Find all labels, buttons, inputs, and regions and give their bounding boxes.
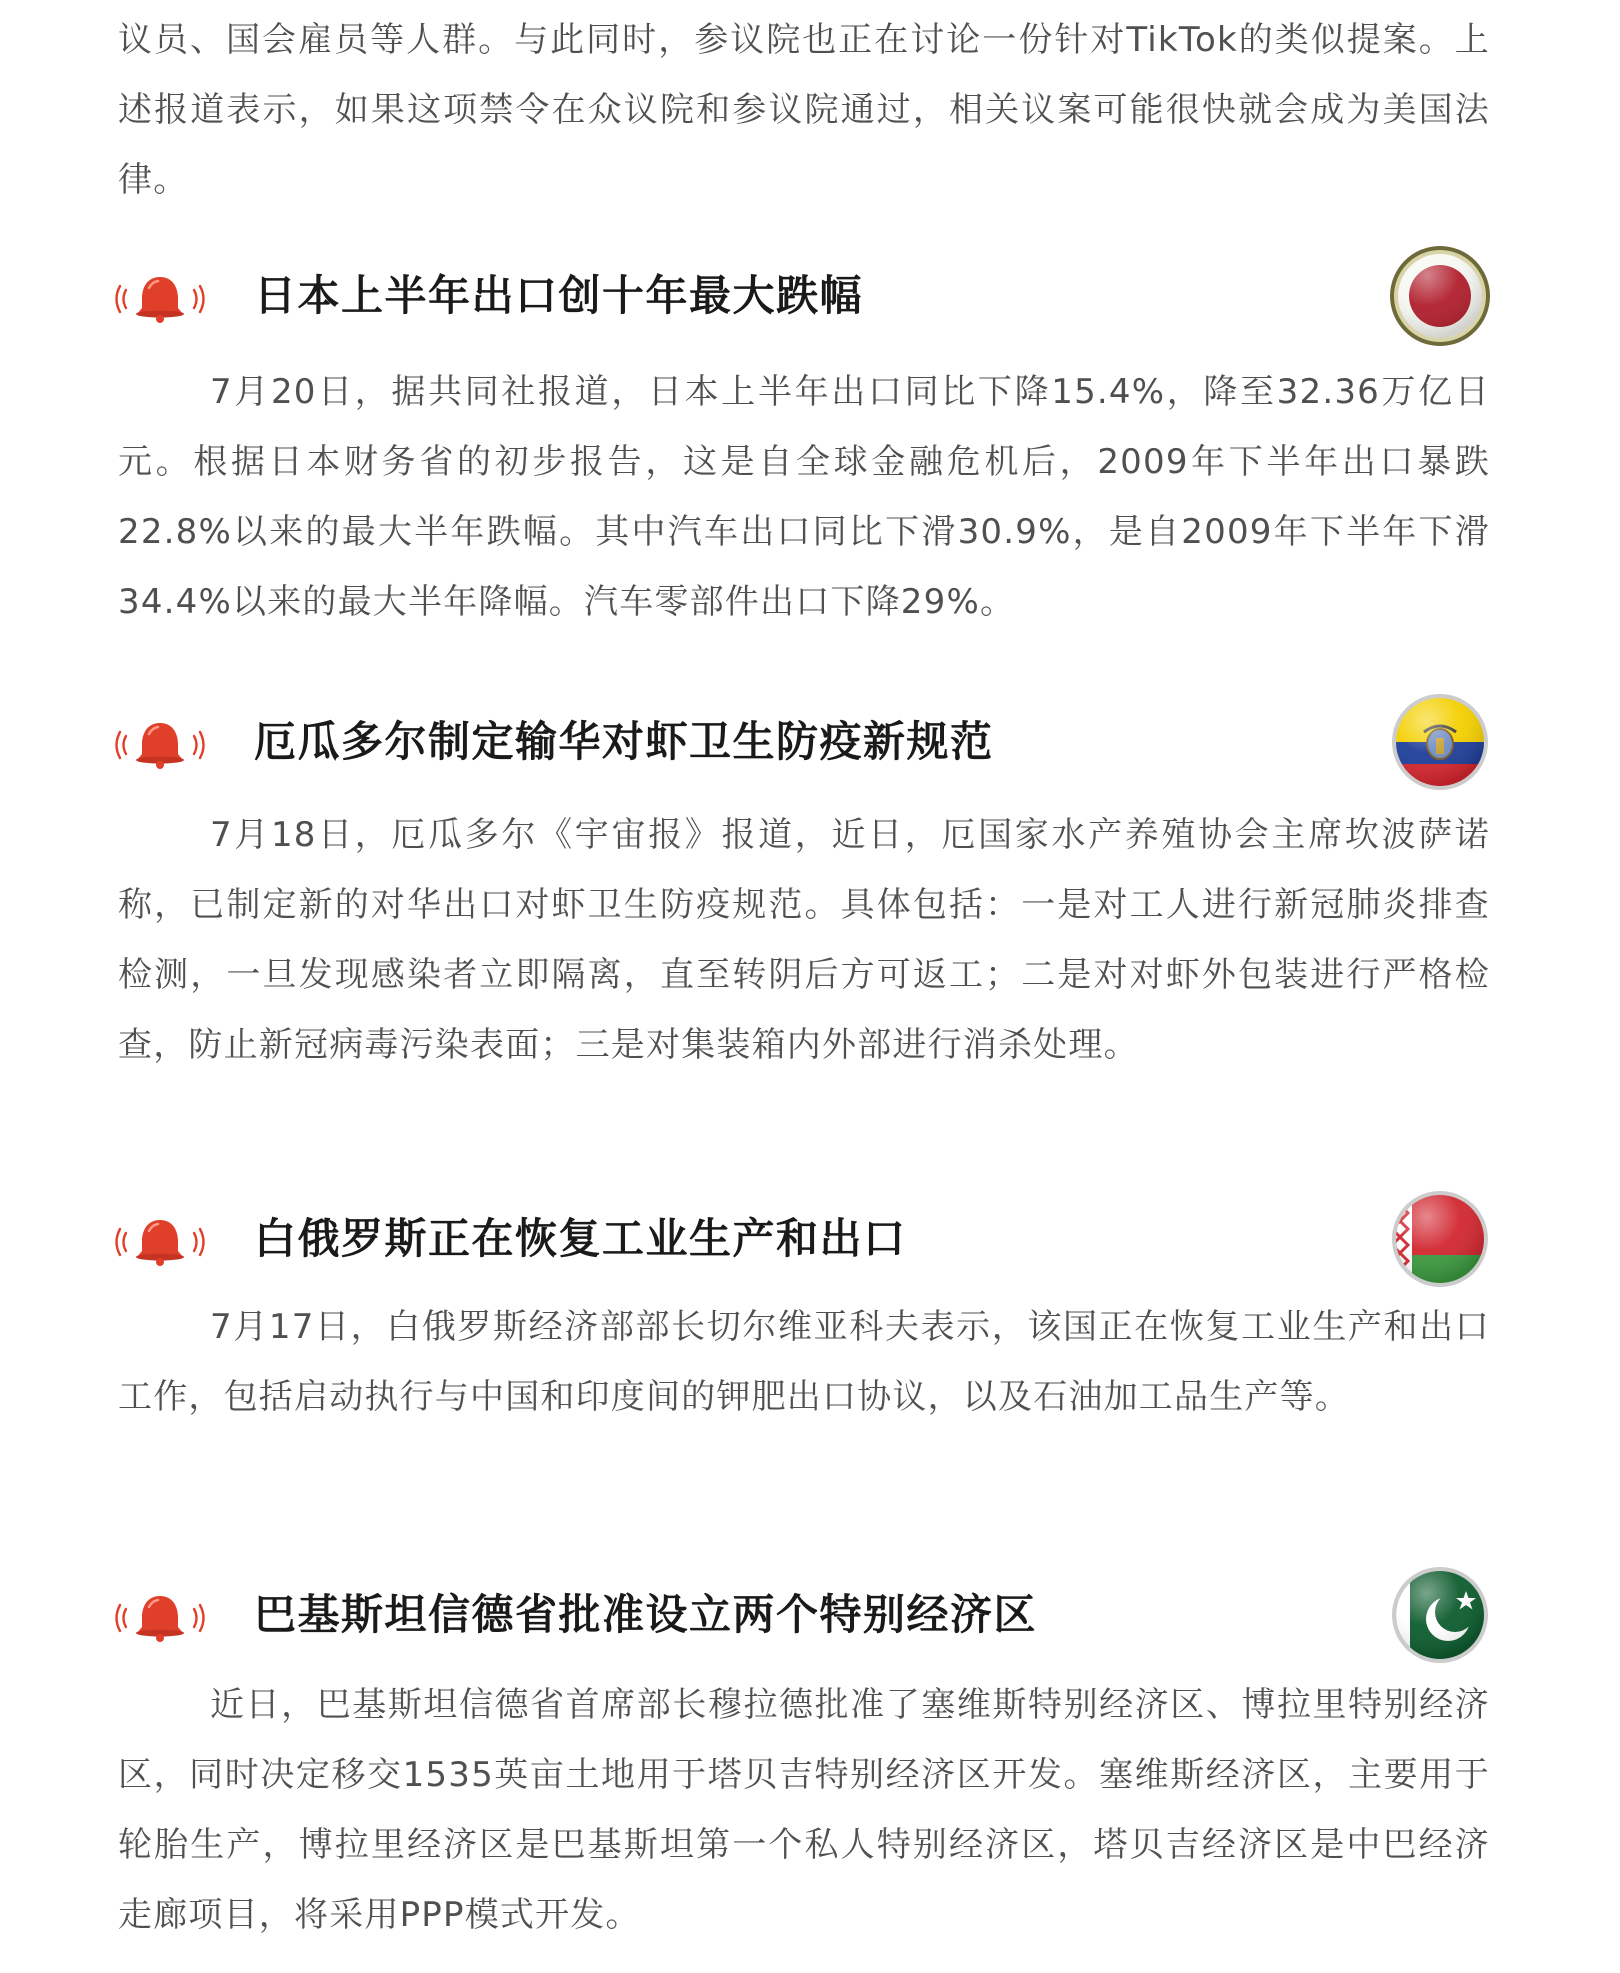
bell-icon bbox=[112, 274, 208, 324]
pakistan-flag-icon bbox=[1388, 1563, 1492, 1667]
article-title: 白俄罗斯正在恢复工业生产和出口 bbox=[254, 1214, 907, 1263]
article-heading-ecuador bbox=[112, 690, 1492, 794]
article-title: 厄瓜多尔制定输华对虾卫生防疫新规范 bbox=[254, 717, 994, 766]
article-body-ecuador: 7月18日，厄瓜多尔《宇宙报》报道，近日，厄国家水产养殖协会主席坎波萨诺称，已制定新的对华出口对虾卫生防疫规范。具体包括：一是对工人进行新冠肺炎排查检测，一旦发现感染者立即隔离，直至转阴后方可返工；二是对对虾外包装进行严格检查，防止新冠病毒污染表面；三是对集装箱内外部进行消杀处理。 bbox=[118, 815, 1490, 1065]
bell-icon bbox=[112, 720, 208, 770]
article-body-japan: 7月20日，据共同社报道，日本上半年出口同比下降15.4%，降至32.36万亿日元。根据日本财务省的初步报告，这是自全球金融危机后，2009年下半年出口暴跌22.8%以来的最大半年跌幅。其中汽车出口同比下滑30.9%，是自2009年下半年下滑34.4%以来的最大半年降幅。汽车零部件出口下降29%。 bbox=[118, 372, 1490, 622]
article-title: 日本上半年出口创十年最大跌幅 bbox=[254, 271, 864, 320]
bell-icon bbox=[112, 1217, 208, 1267]
article-heading-japan bbox=[112, 244, 1492, 348]
article-title: 巴基斯坦信德省批准设立两个特别经济区 bbox=[254, 1590, 1038, 1639]
article-body-pakistan: 近日，巴基斯坦信德省首席部长穆拉德批准了塞维斯特别经济区、博拉里特别经济区，同时决定移交1535英亩土地用于塔贝吉特别经济区开发。塞维斯经济区，主要用于轮胎生产，博拉里经济区是巴基斯坦第一个私人特别经济区，塔贝吉经济区是中巴经济走廊项目，将采用PPP模式开发。 bbox=[118, 1685, 1490, 1935]
article-heading-belarus bbox=[112, 1187, 1492, 1291]
japan-flag-icon bbox=[1388, 244, 1492, 348]
article-body-belarus: 7月17日，白俄罗斯经济部部长切尔维亚科夫表示，该国正在恢复工业生产和出口工作，包括启动执行与中国和印度间的钾肥出口协议，以及石油加工品生产等。 bbox=[118, 1307, 1490, 1417]
ecuador-flag-icon bbox=[1388, 690, 1492, 794]
belarus-flag-icon bbox=[1388, 1187, 1492, 1291]
bell-icon bbox=[112, 1593, 208, 1643]
intro-paragraph: 议员、国会雇员等人群。与此同时，参议院也正在讨论一份针对TikTok的类似提案。上述报道表示，如果这项禁令在众议院和参议院通过，相关议案可能很快就会成为美国法律。 bbox=[118, 20, 1490, 200]
article-heading-pakistan bbox=[112, 1563, 1492, 1667]
